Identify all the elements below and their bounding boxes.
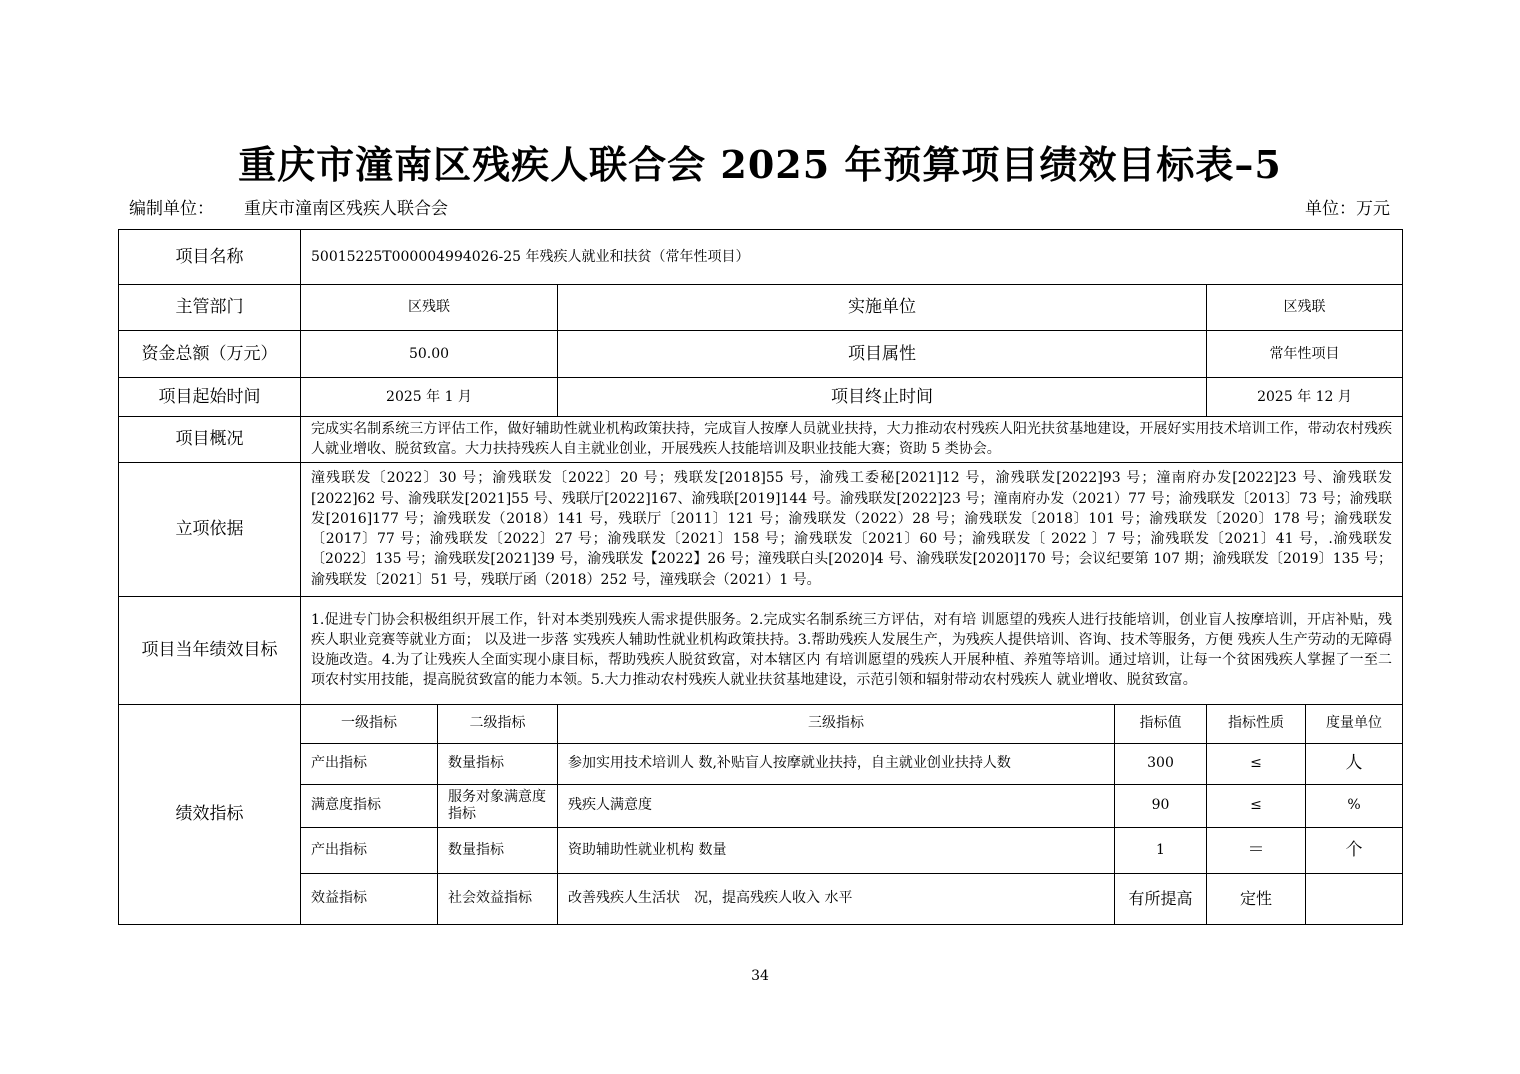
project-name-label: 项目名称: [119, 230, 301, 285]
indicator-nature: ≤: [1207, 784, 1306, 827]
start-time-value: 2025 年 1 月: [301, 378, 558, 417]
indicator-value: 有所提高: [1115, 873, 1207, 924]
indicator-unit: 人: [1306, 743, 1403, 784]
basis-value: 潼残联发〔2022〕30 号；渝残联发〔2022〕20 号；残联发[2018]55 号，渝残工委秘[2021]12 号，渝残联发[2022]93 号；潼南府办发[2022]23 号、渝残联发[2022]62 号、渝残联发[2021]55 号、残联厅[2022]167、渝残联[2019]144 号。渝残联发[2022]23 号；潼南府办发（2021）77 号；渝残联发〔2013〕73 号；渝残联发[2016]177 号；渝残联发（2018）141 号，残联厅〔2011〕121 号；渝残联发（2022）28 号；渝残联发〔2018〕101 号；渝残联发〔2020〕178 号；渝残联发〔2017〕77 号；渝残联发〔2022〕27 号；渝残联发〔2021〕158 号；渝残联发〔2021〕60 号；渝残联发〔 2022 〕7 号；渝残联发〔2021〕41 号，.渝残联发〔2022〕135 号；渝残联发[2021]39 号，渝残联发【2022】26 号；潼残联白头[2020]4 号、渝残联发[2020]170 号；会议纪要第 107 期；渝残联发〔2019〕135 号；渝残联发〔2021〕51 号，残联厅函（2018）252 号，潼残联会（2021）1 号。: [301, 462, 1403, 596]
goal-value: 1.促进专门协会积极组织开展工作，针对本类别残疾人需求提供服务。2.完成实名制系统三方评估，对有培 训愿望的残疾人进行技能培训，创业盲人按摩培训，开店补贴，残疾人职业竞赛等就业方面； 以及进一步落 实残疾人辅助性就业机构政策扶持。3.帮助残疾人发展生产，为残疾人提供培训、咨询、技术等服务，方便 残疾人生产劳动的无障碍设施改造。4.为了让残疾人全面实现小康目标，帮助残疾人脱贫致富，对本辖区内 有培训愿望的残疾人开展种植、养殖等培训。通过培训，让每一个贫困残疾人掌握了一至二项农村实用技能，提高脱贫致富的能力本领。5.大力推动农村残疾人就业扶贫基地建设，示范引领和辐射带动农村残疾人 就业增收、脱贫致富。: [301, 596, 1403, 704]
indicator-row: [119, 784, 1403, 827]
document-title: 重庆市潼南区残疾人联合会 2025 年预算项目绩效目标表–5: [238, 142, 1282, 187]
implementing-unit-label: 实施单位: [558, 285, 1207, 331]
indicator-level2: 数量指标: [438, 743, 558, 784]
implementing-unit-value: 区残联: [1207, 285, 1403, 331]
project-attribute-label: 项目属性: [558, 331, 1207, 378]
currency-unit: 单位：万元: [1305, 199, 1390, 219]
page-number: 34: [751, 968, 769, 984]
project-name-value: 50015225T000004994026-25 年残疾人就业和扶贫（常年性项目）: [301, 230, 1403, 285]
indicator-unit: [1306, 873, 1403, 924]
dept-label: 主管部门: [119, 285, 301, 331]
indicator-unit: 个: [1306, 827, 1403, 873]
overview-value: 完成实名制系统三方评估工作，做好辅助性就业机构政策扶持，完成盲人按摩人员就业扶持，大力推动农村残疾人阳光扶贫基地建设，开展好实用技术培训工作，带动农村残疾人就业增收、脱贫致富。大力扶持残疾人自主就业创业，开展残疾人技能培训及职业技能大赛；资助 5 类协会。: [301, 417, 1403, 463]
start-time-label: 项目起始时间: [119, 378, 301, 417]
indicator-value: 1: [1115, 827, 1207, 873]
indicator-nature: ＝: [1207, 827, 1306, 873]
indicator-level2: 服务对象满意度指标: [438, 784, 558, 827]
indicator-row: [119, 873, 1403, 924]
project-name-row: [119, 230, 1403, 285]
overview-row: [119, 417, 1403, 463]
indicator-level2: 数量指标: [438, 827, 558, 873]
time-row: [119, 378, 1403, 417]
fund-label: 资金总额（万元）: [119, 331, 301, 378]
indicator-level3: 参加实用技术培训人 数,补贴盲人按摩就业扶持，自主就业创业扶持人数: [558, 743, 1115, 784]
end-time-label: 项目终止时间: [558, 378, 1207, 417]
basis-row: [119, 462, 1403, 596]
indicator-row: [119, 743, 1403, 784]
indicator-level1: 满意度指标: [301, 784, 438, 827]
indicators-label: 绩效指标: [119, 704, 301, 924]
goal-row: [119, 596, 1403, 704]
compiling-unit-name: 重庆市潼南区残疾人联合会: [244, 199, 448, 219]
indicator-unit: %: [1306, 784, 1403, 827]
performance-target-table: [118, 229, 1403, 925]
goal-label: 项目当年绩效目标: [119, 596, 301, 704]
indicator-level2: 社会效益指标: [438, 873, 558, 924]
fund-value: 50.00: [301, 331, 558, 378]
fund-row: [119, 331, 1403, 378]
indicator-header-row: [119, 704, 1403, 743]
indicator-level3: 改善残疾人生活状 况，提高残疾人收入 水平: [558, 873, 1115, 924]
indicator-nature: ≤: [1207, 743, 1306, 784]
header-value: 指标值: [1115, 704, 1207, 743]
project-attribute-value: 常年性项目: [1207, 331, 1403, 378]
header-level2: 二级指标: [438, 704, 558, 743]
indicator-row: [119, 827, 1403, 873]
indicator-nature: 定性: [1207, 873, 1306, 924]
compiling-unit: [129, 194, 448, 219]
header-level1: 一级指标: [301, 704, 438, 743]
indicator-level3: 资助辅助性就业机构 数量: [558, 827, 1115, 873]
indicator-value: 90: [1115, 784, 1207, 827]
overview-label: 项目概况: [119, 417, 301, 463]
indicator-level1: 产出指标: [301, 743, 438, 784]
dept-row: [119, 285, 1403, 331]
header-level3: 三级指标: [558, 704, 1115, 743]
end-time-value: 2025 年 12 月: [1207, 378, 1403, 417]
header-unit: 度量单位: [1306, 704, 1403, 743]
indicator-level3: 残疾人满意度: [558, 784, 1115, 827]
compiling-unit-label: 编制单位：: [129, 199, 214, 219]
basis-label: 立项依据: [119, 462, 301, 596]
indicator-level1: 效益指标: [301, 873, 438, 924]
indicator-value: 300: [1115, 743, 1207, 784]
header-nature: 指标性质: [1207, 704, 1306, 743]
indicator-level1: 产出指标: [301, 827, 438, 873]
dept-value: 区残联: [301, 285, 558, 331]
